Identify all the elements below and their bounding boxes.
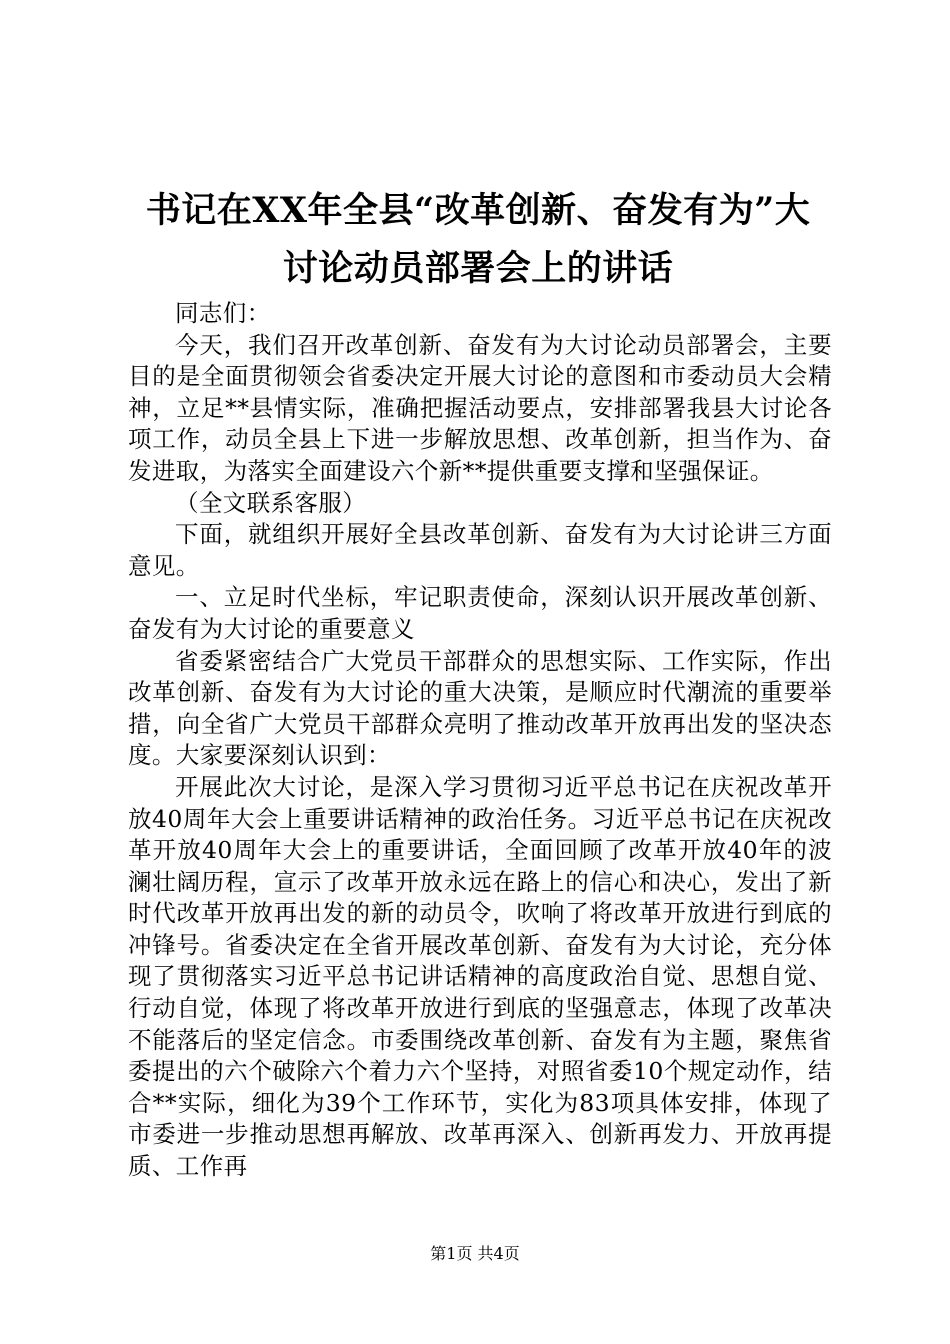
page-number-footer: 第1页 共4页 xyxy=(430,1244,520,1263)
salutation-paragraph: 同志们： xyxy=(175,299,271,327)
document-title: 书记在XX年全县“改革创新、奋发有为”大讨论动员部署会上的讲话 xyxy=(145,190,811,289)
body-paragraph: 下面，就组织开展好全县改革创新、奋发有为大讨论讲三方面意见。 xyxy=(128,520,832,580)
section-heading: 一、立足时代坐标，牢记职责使命，深刻认识开展改革创新、奋发有为大讨论的重要意义 xyxy=(128,583,832,643)
body-paragraph: 今天，我们召开改革创新、奋发有为大讨论动员部署会，主要目的是全面贯彻领会省委决定开展大讨论的意图和市委动员大会精神，立足**县情实际，准确把握活动要点，安排部署我县大讨论各项工作，动员全县上下进一步解放思想、改革创新，担当作为、奋发进取，为落实全面建设六个新**提供重要支撑和坚强保证。 xyxy=(128,330,832,485)
body-paragraph: 开展此次大讨论，是深入学习贯彻习近平总书记在庆祝改革开放40周年大会上重要讲话精神的政治任务。习近平总书记在庆祝改革开放40周年大会上的重要讲话，全面回顾了改革开放40年的波澜壮阔历程，宣示了改革开放永远在路上的信心和决心，发出了新时代改革开放再出发的新的动员令，吹响了将改革开放进行到底的冲锋号。省委决定在全省开展改革创新、奋发有为大讨论，充分体现了贯彻落实习近平总书记讲话精神的高度政治自觉、思想自觉、行动自觉，体现了将改革开放进行到底的坚强意志，体现了改革决不能落后的坚定信念。市委围绕改革创新、奋发有为主题，聚焦省委提出的六个破除六个着力六个坚持，对照省委10个规定动作，结合**实际，细化为39个工作环节，实化为83项具体安排，体现了市委进一步推动思想再解放、改革再深入、创新再发力、开放再提质、工作再 xyxy=(128,772,832,1181)
body-paragraph: （全文联系客服） xyxy=(175,488,367,517)
document-body xyxy=(128,298,832,1183)
body-paragraph: 省委紧密结合广大党员干部群众的思想实际、工作实际，作出改革创新、奋发有为大讨论的重大决策，是顺应时代潮流的重要举措，向全省广大党员干部群众亮明了推动改革开放再出发的坚决态度。大家要深刻认识到： xyxy=(128,646,832,770)
